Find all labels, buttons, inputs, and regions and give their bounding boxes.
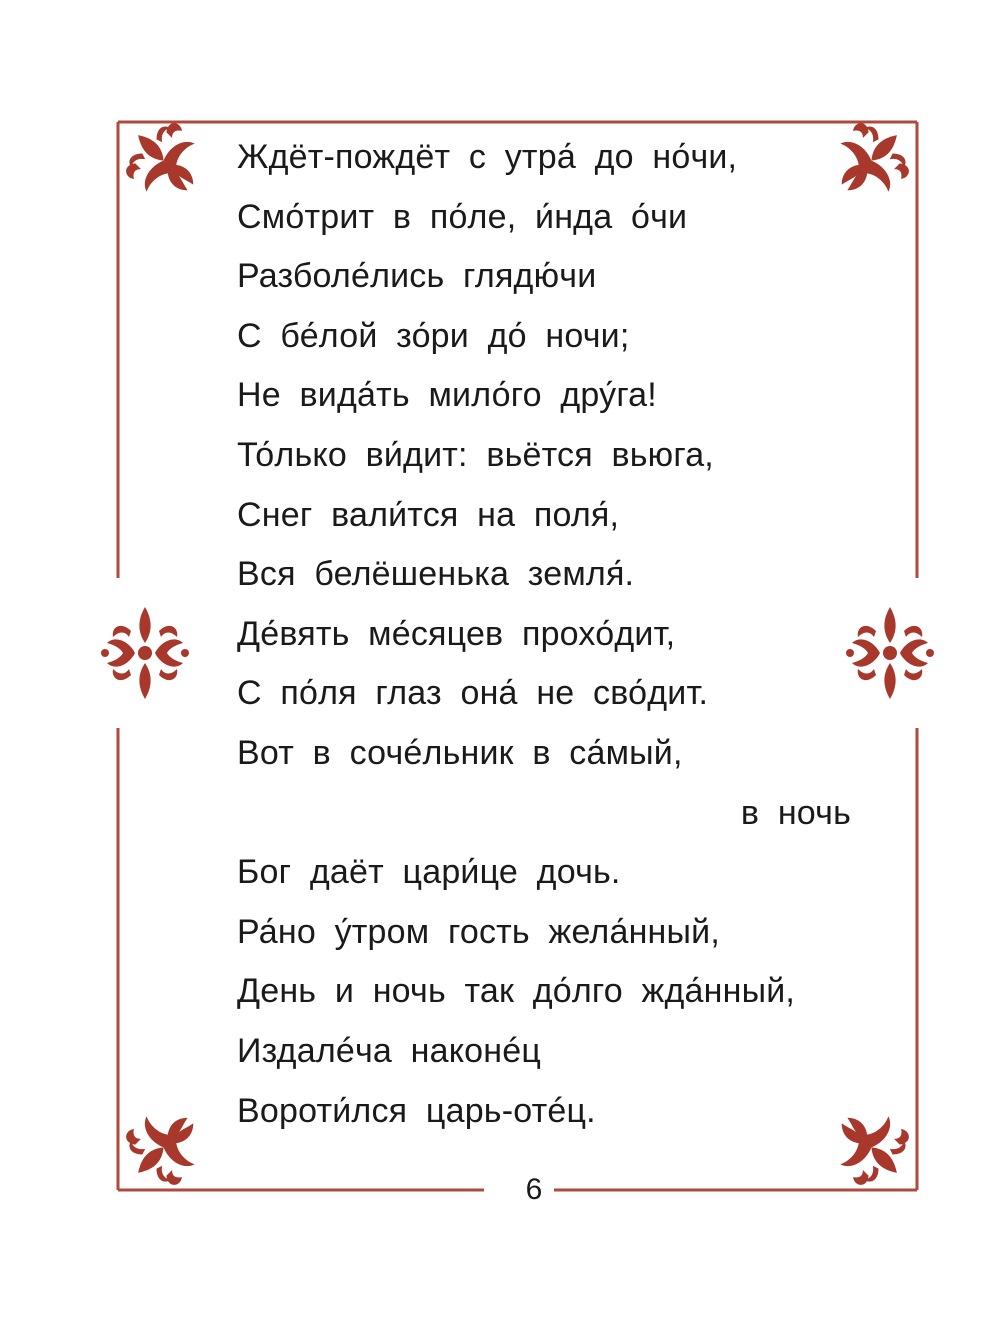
poem-line: Вся белёшенька земля́. — [237, 555, 635, 594]
poem-line: Смо́трит в по́ле, и́нда о́чи — [237, 197, 688, 236]
poem-line: Вот в сочéльник в са́мый, — [237, 733, 683, 772]
poem-line: Де́вять ме́сяцев прохо́дит, — [237, 614, 676, 653]
poem-line: День и ночь так до́лго жда́нный, — [237, 972, 796, 1011]
poem-line: Снег вали́тся на поля́, — [237, 495, 620, 534]
poem-text — [237, 128, 877, 1141]
poem-line-continuation: в ночь — [740, 793, 851, 832]
page-number-text: 6 — [525, 1173, 543, 1206]
corner-ornament-top-left — [113, 110, 216, 213]
page-number — [34, 1170, 1000, 1210]
poem-line: Издалéча наконéц — [237, 1031, 542, 1070]
poem-line: Разболе́лись глядю́чи — [237, 257, 597, 296]
poem-line: С бе́лой зо́ри до́ ночи; — [237, 316, 630, 355]
poem-line: Бог даёт цари́це дочь. — [237, 853, 621, 892]
poem-line: Вороти́лся царь-отéц. — [237, 1091, 596, 1130]
poem-line: Ра́но у́тром гость жела́нный, — [237, 912, 720, 951]
poem-line: Не вида́ть мило́го дру́га! — [237, 376, 657, 415]
side-ornament-left — [101, 607, 189, 699]
poem-line: Ждёт-пождёт с утра́ до но́чи, — [237, 138, 738, 176]
poem-line: С по́ля глаз она́ не сво́дит. — [237, 674, 709, 713]
poem-line: То́лько ви́дит: вьётся вьюга, — [237, 435, 714, 474]
